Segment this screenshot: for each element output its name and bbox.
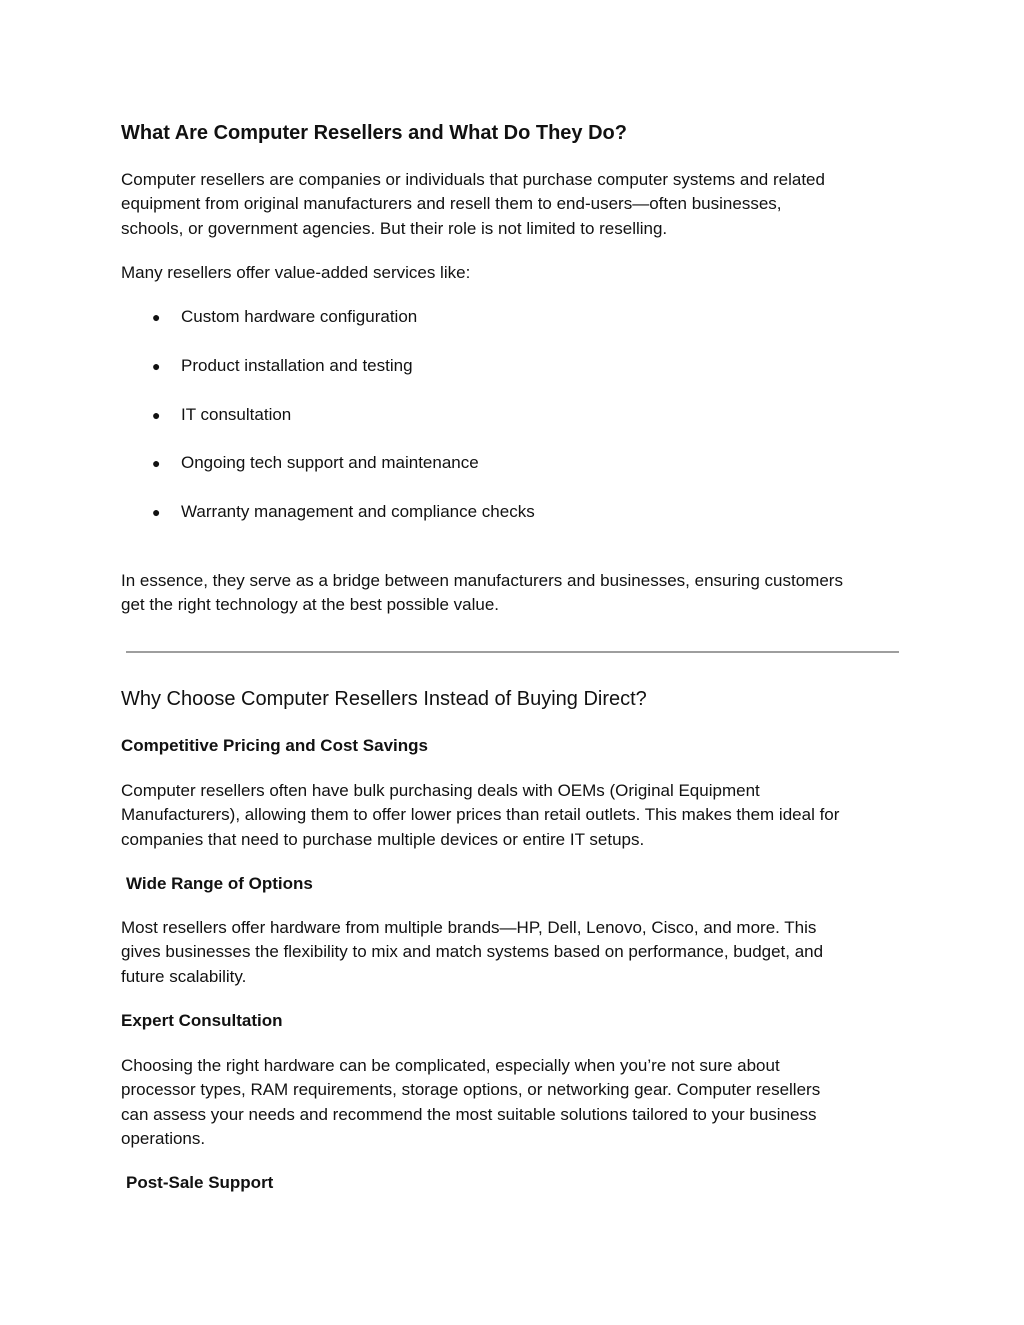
intro-line: equipment from original manufacturers and resell them to end-users—often businesses, bbox=[121, 194, 782, 214]
bullet-icon: ● bbox=[152, 358, 161, 374]
options-line: gives businesses the flexibility to mix and match systems based on performance, budget, and bbox=[121, 942, 824, 962]
bullet-icon: ● bbox=[152, 504, 161, 520]
summary-line: In essence, they serve as a bridge between manufacturers and businesses, ensuring customers bbox=[121, 571, 843, 590]
list-item-text: Ongoing tech support and maintenance bbox=[181, 453, 479, 472]
subsection-title-options: Wide Range of Options bbox=[126, 874, 313, 893]
section-heading-why-choose: Why Choose Computer Resellers Instead of Buying Direct? bbox=[121, 688, 647, 710]
intro-line: schools, or government agencies. But their role is not limited to reselling. bbox=[121, 218, 668, 238]
list-item-text: IT consultation bbox=[181, 405, 292, 424]
consultation-line: processor types, RAM requirements, storage options, or networking gear. Computer resellers bbox=[121, 1080, 821, 1100]
pricing-line: Computer resellers often have bulk purchasing deals with OEMs (Original Equipment bbox=[121, 781, 760, 800]
consultation-line: can assess your needs and recommend the most suitable solutions tailored to your business bbox=[121, 1104, 817, 1124]
subsection-title-post-sale: Post-Sale Support bbox=[126, 1173, 274, 1192]
bullet-icon: ● bbox=[152, 455, 161, 471]
bullet-icon: ● bbox=[152, 407, 161, 423]
bullet-icon: ● bbox=[152, 309, 161, 325]
section-heading-what-are-resellers: What Are Computer Resellers and What Do They Do? bbox=[121, 122, 627, 144]
options-line: Most resellers offer hardware from multiple brands—HP, Dell, Lenovo, Cisco, and more. This bbox=[121, 918, 817, 937]
consultation-paragraph bbox=[121, 1054, 911, 1151]
subsection-title-consultation: Expert Consultation bbox=[121, 1011, 283, 1030]
services-lead-text: Many resellers offer value-added services like: bbox=[121, 263, 471, 282]
consultation-line: operations. bbox=[121, 1128, 206, 1148]
options-line: future scalability. bbox=[121, 966, 247, 986]
pricing-paragraph bbox=[121, 779, 911, 852]
summary-line: get the right technology at the best possible value. bbox=[121, 595, 500, 615]
list-item-text: Warranty management and compliance checks bbox=[181, 502, 535, 521]
list-item-text: Custom hardware configuration bbox=[181, 307, 418, 326]
consultation-line: Choosing the right hardware can be complicated, especially when you’re not sure about bbox=[121, 1056, 780, 1075]
options-paragraph bbox=[121, 916, 911, 989]
subsection-title-pricing: Competitive Pricing and Cost Savings bbox=[121, 736, 429, 755]
intro-paragraph bbox=[121, 168, 911, 241]
pricing-line: Manufacturers), allowing them to offer lower prices than retail outlets. This makes them ideal for bbox=[121, 805, 840, 825]
intro-line: Computer resellers are companies or individuals that purchase computer systems and related bbox=[121, 170, 825, 189]
horizontal-divider bbox=[126, 651, 899, 653]
list-item-text: Product installation and testing bbox=[181, 356, 413, 375]
pricing-line: companies that need to purchase multiple devices or entire IT setups. bbox=[121, 829, 645, 849]
summary-paragraph bbox=[121, 569, 911, 618]
